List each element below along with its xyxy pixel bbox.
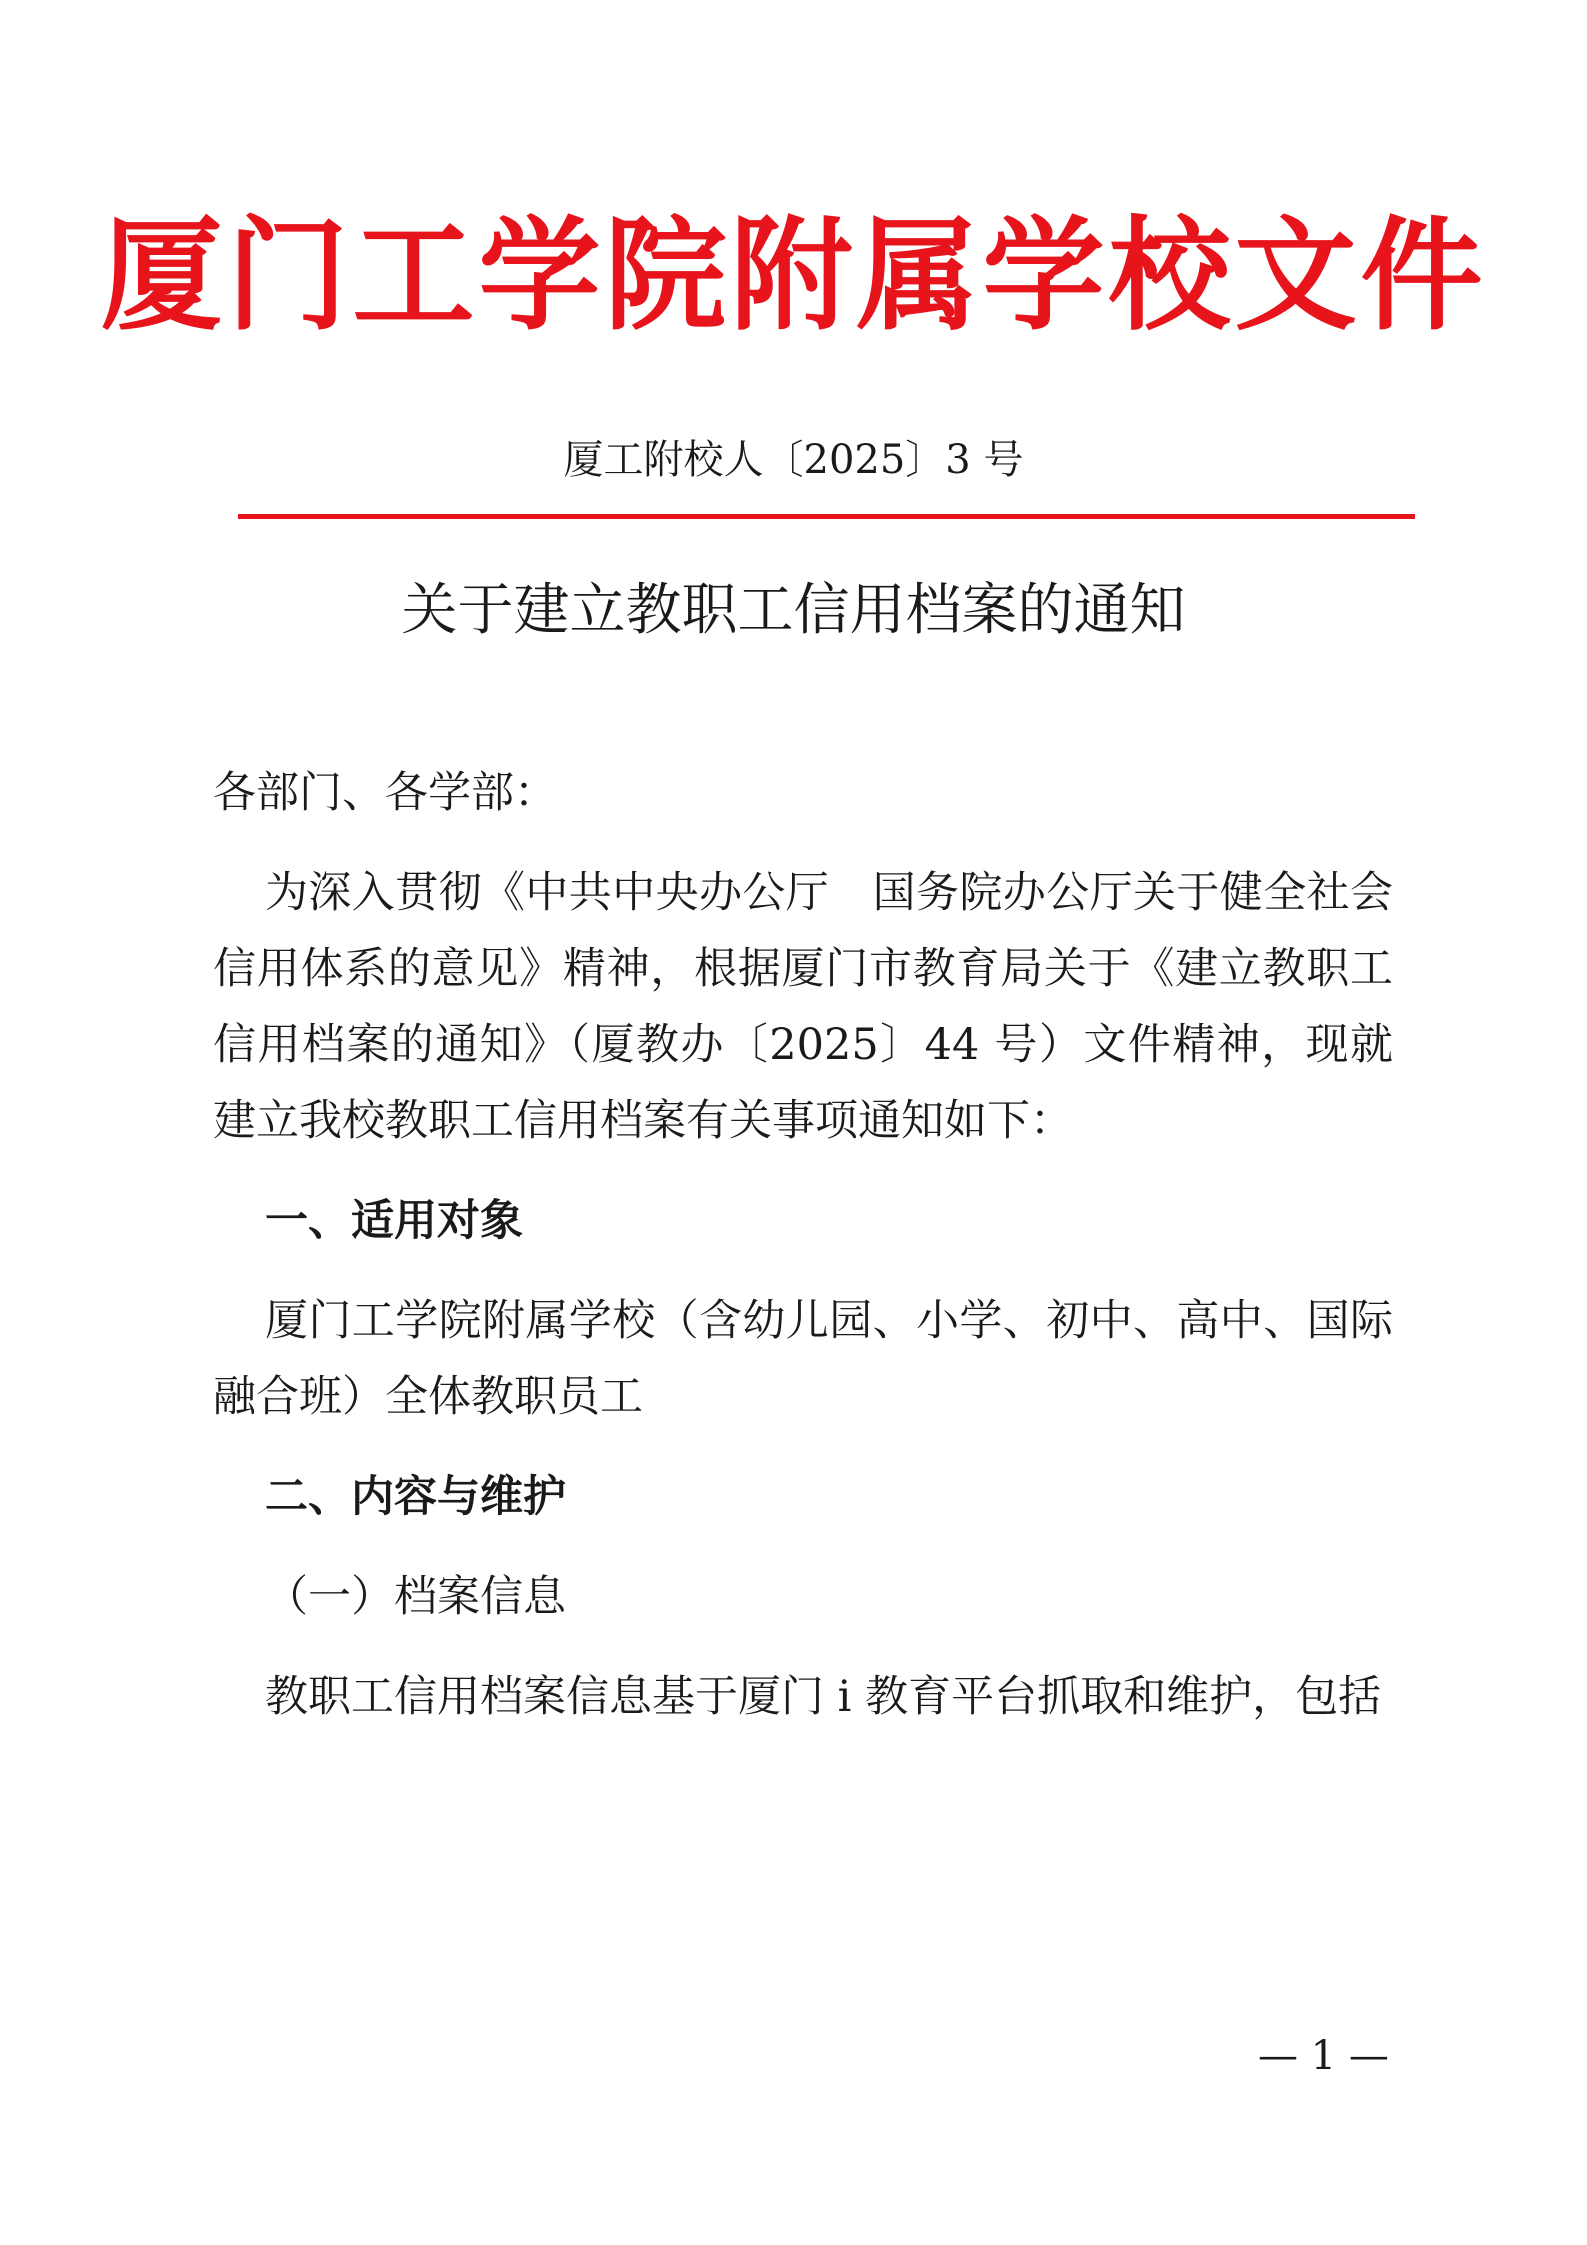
red-divider <box>238 514 1415 519</box>
subsection-heading-1: （一）档案信息 <box>265 1572 566 1622</box>
subsection-1-paragraph: 教职工信用档案信息基于厦门 i 教育平台抓取和维护，包括 <box>265 1672 1382 1722</box>
document-number: 厦工附校人〔2025〕3 号 <box>563 437 1024 483</box>
intro-paragraph: 为深入贯彻《中共中央办公厅 国务院办公厅关于健全社会信用体系的意见》精神，根据厦门市教育局关于《建立教职工信用档案的通知》（厦教办〔2025〕44 号）文件精神，现就建立我校教职工信用档案有关事项通知如下： <box>213 868 1393 1146</box>
page-number: — 1 — <box>1258 2033 1389 2079</box>
document-title: 关于建立教职工信用档案的通知 <box>401 578 1186 643</box>
salutation: 各部门、各学部： <box>213 768 557 818</box>
section-heading-2: 二、内容与维护 <box>265 1472 566 1522</box>
document-banner: 厦门工学院附属学校文件 <box>100 205 1487 347</box>
section-1-paragraph: 厦门工学院附属学校（含幼儿园、小学、初中、高中、国际融合班）全体教职员工 <box>213 1296 1393 1422</box>
section-heading-1: 一、适用对象 <box>265 1196 523 1246</box>
document-body <box>213 755 1393 1735</box>
